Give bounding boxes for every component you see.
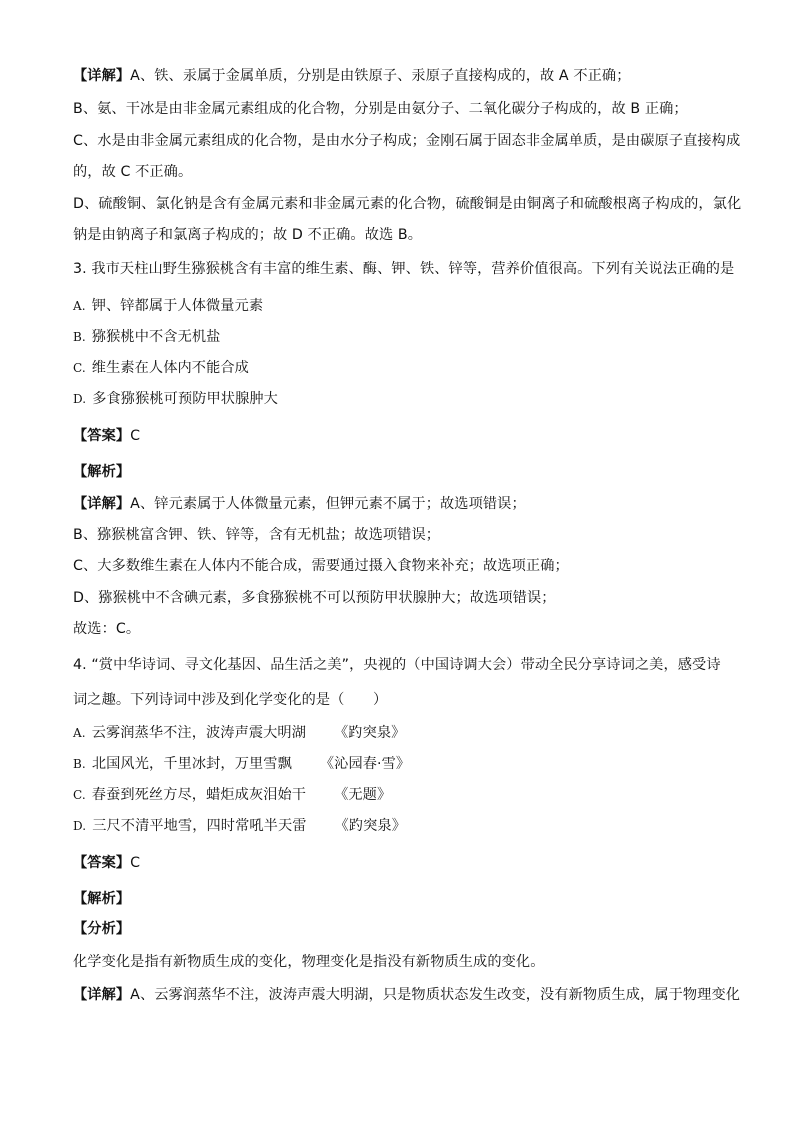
q4-fenxi-heading: 【分析】 [73,921,131,937]
q3-detail-line-3: C、大多数维生素在人体内不能合成，需要通过摄入食物来补充；故选项正确； [73,558,569,574]
poem-source: 《趵突泉》 [334,818,406,834]
q4-detail-line-1: 【详解】A、云雾润蒸华不注，波涛声震大明湖，只是物质状态发生改变，没有新物质生成，属于物理变化 [73,987,741,1003]
answer-value: C [130,855,141,871]
q4-option-c: C. 春蚕到死丝方尽，蜡炬成灰泪始干 《无题》 [73,787,392,803]
poem-source: 《趵突泉》 [334,725,406,741]
detail-tag: 【详解】 [73,68,131,84]
q3-option-a: A. 钾、锌都属于人体微量元素 [73,298,264,314]
q3-conclusion: 故选：C。 [73,621,141,637]
answer-tag: 【答案】 [73,855,131,871]
q3-option-d: D. 多食猕猴桃可预防甲状腺肿大 [73,391,278,407]
q3-answer [73,426,140,446]
q4-option-a: A. 云雾润蒸华不注，波涛声震大明湖 《趵突泉》 [73,725,406,741]
prev-detail-line-1: 【详解】A、铁、汞属于金属单质，分别是由铁原子、汞原子直接构成的，故 A 不正确； [73,68,631,84]
prev-detail-line-6: 钠是由钠离子和氯离子构成的；故 D 不正确。故选 B。 [73,227,423,243]
detail-tag: 【详解】 [73,496,131,512]
prev-detail-line-4: 的，故 C 不正确。 [73,164,193,180]
q3-option-c: C. 维生素在人体内不能合成 [73,360,249,376]
poem-source: 《沁园春·雪》 [319,756,411,772]
answer-value: C [130,428,141,444]
q4-analysis-heading: 【解析】 [73,891,131,907]
detail-tag: 【详解】 [73,987,131,1003]
q3-analysis-heading: 【解析】 [73,464,131,480]
q4-answer [73,853,140,873]
q4-option-b: B. 北国风光，千里冰封，万里雪飘 《沁园春·雪》 [73,756,411,772]
prev-detail-line-2: B、氨、干冰是由非金属元素组成的化合物，分别是由氨分子、二氧化碳分子构成的，故 B 正确； [73,101,688,117]
q3-option-b: B. 猕猴桃中不含无机盐 [73,329,221,345]
question-4-stem-line-1: 4. “赏中华诗词、寻文化基因、品生活之美”，央视的（中国诗调大会）带动全民分享诗词之美，感受诗 [73,657,721,673]
answer-tag: 【答案】 [73,428,131,444]
question-3-stem: 3. 我市天柱山野生猕猴桃含有丰富的维生素、酶、钾、铁、锌等，营养价值很高。下列有关说法正确的是 [73,261,735,277]
poem-source: 《无题》 [334,787,392,803]
q4-fenxi-text: 化学变化是指有新物质生成的变化，物理变化是指没有新物质生成的变化。 [73,954,545,970]
q4-option-d: D. 三尺不清平地雪，四时常吼半天雷 《趵突泉》 [73,818,406,834]
prev-detail-line-5: D、硫酸铜、氯化钠是含有金属元素和非金属元素的化合物，硫酸铜是由铜离子和硫酸根离子构成的，氯化 [73,196,742,212]
q3-detail-line-2: B、猕猴桃富含钾、铁、锌等，含有无机盐；故选项错误； [73,527,441,543]
q3-detail-line-1: 【详解】A、锌元素属于人体微量元素，但钾元素不属于；故选项错误； [73,496,526,512]
q3-detail-line-4: D、猕猴桃中不含碘元素，多食猕猴桃不可以预防甲状腺肿大；故选项错误； [73,590,556,606]
prev-detail-line-3: C、水是由非金属元素组成的化合物，是由水分子构成；金刚石属于固态非金属单质，是由碳原子直接构成 [73,133,741,149]
question-4-stem-line-2: 词之趣。下列诗词中涉及到化学变化的是（ ） [73,692,388,708]
